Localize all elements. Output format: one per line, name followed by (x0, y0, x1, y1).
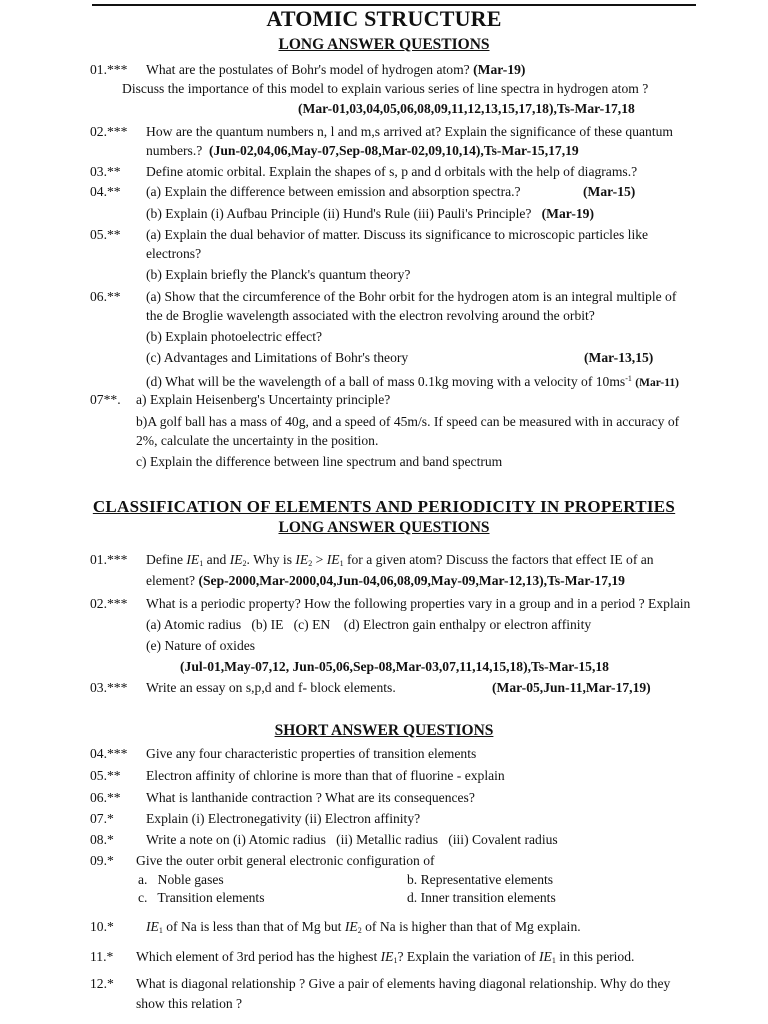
question-text: Electron affinity of chlorine is more than that of fluorine - explain (146, 768, 505, 783)
question-text: (a) Explain the dual behavior of matter. Discuss its significance to microscopic particles like (146, 227, 649, 242)
question-text: Define $IE_1$ and $IE_2$. Why is $IE_2 > IE_1$ for a given atom? Discuss the factors that effect IE of an (146, 552, 654, 568)
question-number: 07.* (90, 811, 114, 826)
question-text: $IE_1$ of Na is less than that of Mg but $IE_2$ of Na is higher than that of Mg explain. (146, 919, 581, 935)
question-number: 02.*** (90, 124, 128, 139)
question-text: What is diagonal relationship ? Give a pair of elements having diagonal relationship. Why do they (136, 976, 671, 991)
question-text: a) Explain Heisenberg's Uncertainty principle? (136, 392, 391, 407)
exam-reference: (Mar-01,03,04,05,06,08,09,11,12,13,15,17,18),Ts-Mar-17,18 (298, 101, 635, 116)
page-title: ATOMIC STRUCTURE (266, 6, 502, 31)
question-number: 12.* (90, 976, 114, 991)
question-text: (e) Nature of oxides (146, 638, 256, 653)
question-number: 07**. (90, 392, 121, 407)
question-number: 08.* (90, 832, 114, 847)
question-text: the de Broglie wavelength associated with the electron revolving around the orbit? (146, 308, 595, 323)
question-text: element? (Sep-2000,Mar-2000,04,Jun-04,06,08,09,May-09,Mar-12,13),Ts-Mar-17,19 (146, 573, 625, 588)
question-text: show this relation ? (136, 996, 243, 1011)
question-number: 04.*** (90, 746, 128, 761)
list-item: c. Transition elements (138, 890, 265, 905)
question-text: (b) Explain photoelectric effect? (146, 329, 323, 344)
section-heading-short-answer: SHORT ANSWER QUESTIONS (274, 722, 494, 739)
question-text: numbers.? (Jun-02,04,06,May-07,Sep-08,Mar-02,09,10,14),Ts-Mar-15,17,19 (146, 143, 579, 158)
question-number: 10.* (90, 919, 114, 934)
question-number: 03.*** (90, 680, 128, 695)
question-text: Write a note on (i) Atomic radius (ii) Metallic radius (iii) Covalent radius (146, 832, 558, 847)
question-text: (a) Show that the circumference of the Bohr orbit for the hydrogen atom is an integral multiple of (146, 289, 677, 304)
question-text: Write an essay on s,p,d and f- block elements. (146, 680, 396, 695)
question-number: 05.** (90, 227, 121, 242)
question-number: 09.* (90, 853, 114, 868)
exam-reference: (Jul-01,May-07,12, Jun-05,06,Sep-08,Mar-03,07,11,14,15,18),Ts-Mar-15,18 (180, 659, 609, 674)
question-number: 05.** (90, 768, 121, 783)
question-text: Explain (i) Electronegativity (ii) Electron affinity? (146, 811, 421, 826)
list-item: d. Inner transition elements (407, 890, 556, 905)
question-number: 01.*** (90, 552, 128, 567)
question-text: How are the quantum numbers n, l and m,s arrived at? Explain the significance of these quantum (146, 124, 673, 139)
question-number: 11.* (90, 949, 114, 964)
question-text: Give any four characteristic properties of transition elements (146, 746, 477, 761)
question-text: (d) What will be the wavelength of a ball of mass 0.1kg moving with a velocity of $10ms^{-1}$ (Mar-11) (146, 374, 679, 389)
question-text: Define atomic orbital. Explain the shapes of s, p and d orbitals with the help of diagrams.? (146, 164, 638, 179)
question-number: 06.** (90, 289, 121, 304)
question-text: 2%, calculate the uncertainty in the position. (136, 433, 379, 448)
question-text: What are the postulates of Bohr's model of hydrogen atom? (Mar-19) (146, 62, 526, 77)
question-text: (c) Advantages and Limitations of Bohr's theory (146, 350, 409, 365)
section-title: CLASSIFICATION OF ELEMENTS AND PERIODICITY IN PROPERTIES (92, 497, 676, 516)
question-text: (a) Explain the difference between emission and absorption spectra.? (146, 184, 521, 199)
list-item: b. Representative elements (407, 872, 554, 887)
question-text: c) Explain the difference between line spectrum and band spectrum (136, 454, 503, 469)
question-text: (b) Explain briefly the Planck's quantum theory? (146, 267, 411, 282)
question-number: 04.** (90, 184, 121, 199)
question-number: 02.*** (90, 596, 128, 611)
question-text: What is a periodic property? How the following properties vary in a group and in a period ? Explain (146, 596, 691, 611)
question-text: b)A golf ball has a mass of 40g, and a speed of 45m/s. If speed can be measured with in accuracy of (136, 414, 680, 429)
question-text: Which element of 3rd period has the highest $IE_1$? Explain the variation of $IE_1$ in this period. (136, 949, 635, 965)
question-text: Give the outer orbit general electronic configuration of (136, 853, 435, 868)
question-number: 01.*** (90, 62, 128, 77)
question-number: 06.** (90, 790, 121, 805)
exam-reference: (Mar-13,15) (584, 350, 654, 365)
question-text: Discuss the importance of this model to explain various series of line spectra in hydrogen atom ? (122, 81, 649, 96)
question-text: (a) Atomic radius (b) IE (c) EN (d) Electron gain enthalpy or electron affinity (146, 617, 592, 632)
question-text: (b) Explain (i) Aufbau Principle (ii) Hund's Rule (iii) Pauli's Principle? (Mar-19) (146, 206, 594, 221)
question-text: What is lanthanide contraction ? What are its consequences? (146, 790, 475, 805)
list-item: a. Noble gases (138, 872, 224, 887)
question-number: 03.** (90, 164, 121, 179)
exam-reference: (Mar-15) (583, 184, 636, 199)
question-text: electrons? (146, 246, 202, 261)
section-heading-long-answer: LONG ANSWER QUESTIONS (278, 36, 490, 53)
section-heading-long-answer: LONG ANSWER QUESTIONS (278, 519, 490, 536)
exam-reference: (Mar-05,Jun-11,Mar-17,19) (492, 680, 651, 695)
